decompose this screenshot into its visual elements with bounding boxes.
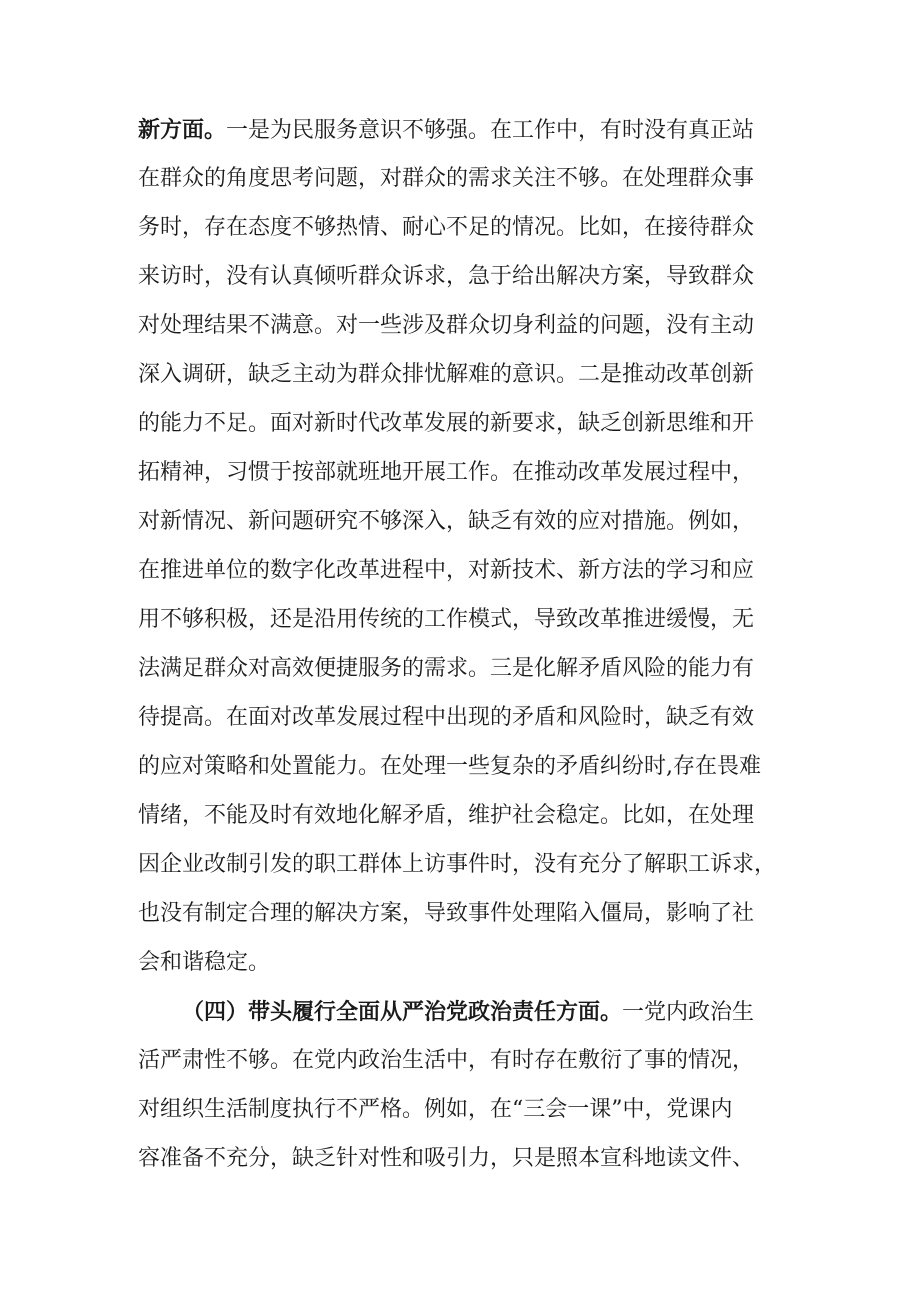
paragraph-line: 用不够积极，还是沿用传统的工作模式，导致改革推进缓慢，无 [138,607,755,632]
paragraph-line: 活严肃性不够。在党内政治生活中，有时存在敷衍了事的情况， [138,1048,755,1073]
paragraph-line [182,997,798,1028]
paragraph-line [138,115,798,146]
paragraph-line: 法满足群众对高效便捷服务的需求。三是化解矛盾风险的能力有 [138,656,755,681]
paragraph-line: 的能力不足。面对新时代改革发展的新要求，缺乏创新思维和开 [138,411,755,436]
paragraph-line: 来访时，没有认真倾听群众诉求，急于给出解决方案，导致群众 [138,264,755,289]
section-heading: 新方面。 [138,117,227,143]
paragraph-line: 的应对策略和处置能力。在处理一些复杂的矛盾纠纷时,存在畏难 [138,754,761,779]
paragraph-line: 容准备不充分，缺乏针对性和吸引力，只是照本宣科地读文件、 [138,1146,755,1171]
paragraph-line: 情绪，不能及时有效地化解矛盾，维护社会稳定。比如，在处理 [138,803,755,828]
paragraph-line: 深入调研，缺乏主动为群众排忧解难的意识。二是推动改革创新 [138,362,755,387]
paragraph-line: 待提高。在面对改革发展过程中出现的矛盾和风险时，缺乏有效 [138,705,755,730]
paragraph-line: 对新情况、新问题研究不够深入，缺乏有效的应对措施。例如， [138,509,755,534]
paragraph-line: 务时，存在态度不够热情、耐心不足的情况。比如，在接待群众 [138,215,755,240]
line-text: 一党内政治生 [622,1000,755,1025]
paragraph-line: 对组织生活制度执行不严格。例如，在“三会一课”中，党课内 [138,1097,733,1122]
paragraph-line: 对处理结果不满意。对一些涉及群众切身利益的问题，没有主动 [138,313,755,338]
paragraph-line: 因企业改制引发的职工群体上访事件时，没有充分了解职工诉求， [138,852,777,877]
paragraph-line: 也没有制定合理的解决方案，导致事件处理陷入僵局，影响了社 [138,901,755,926]
line-text: 一是为民服务意识不够强。在工作中，有时没有真正站 [226,118,755,143]
paragraph-line: 会和谐稳定。 [138,950,271,975]
paragraph-line: 拓精神，习惯于按部就班地开展工作。在推动改革发展过程中， [138,460,755,485]
section-heading: （四）带头履行全面从严治党政治责任方面。 [182,999,623,1025]
paragraph-line: 在群众的角度思考问题，对群众的需求关注不够。在处理群众事 [138,166,755,191]
paragraph-line: 在推进单位的数字化改革进程中，对新技术、新方法的学习和应 [138,558,755,583]
